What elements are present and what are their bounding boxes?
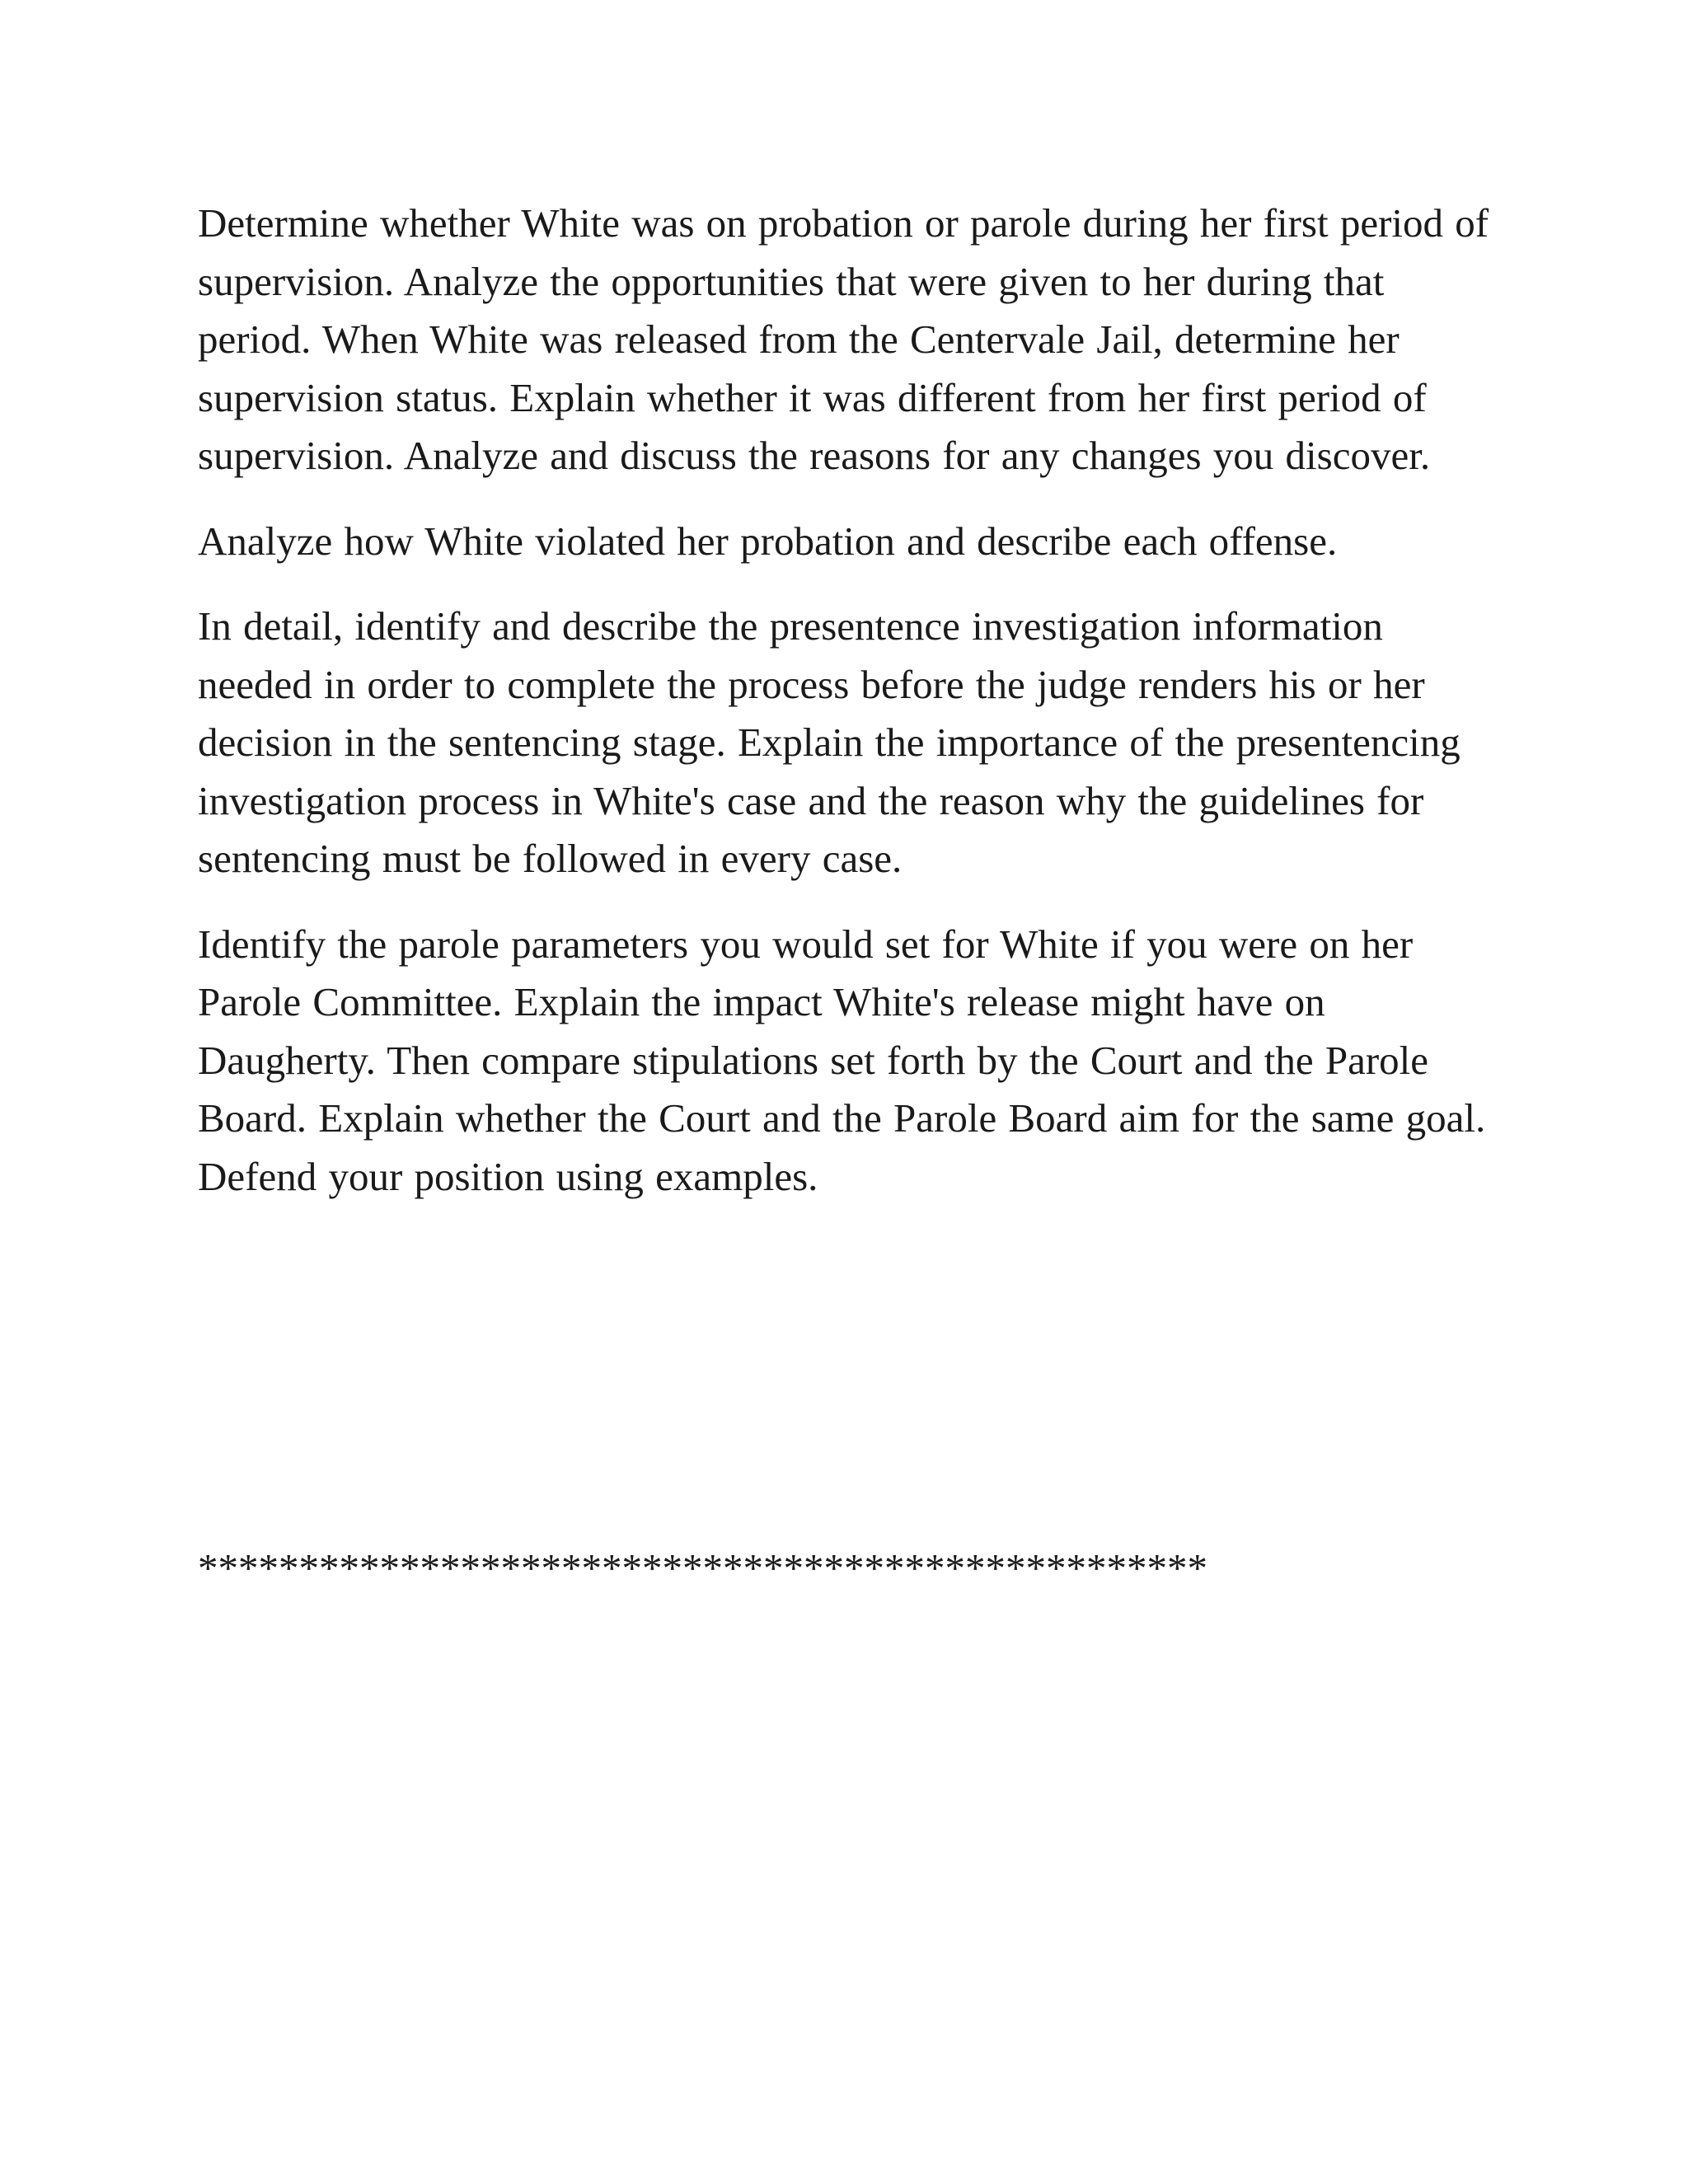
paragraph-probation-violation: Analyze how White violated her probation and describe each offense. xyxy=(198,518,1338,564)
paragraph-supervision-status: Determine whether White was on probation or parole during her first period of supervision. Analyze the opportunities that were given to her during that period. When White was released from the Centervale Jail, determine her supervision status. Explain whether it was different from her first period of supervision. Analyze and discuss the reasons for any changes you discover. xyxy=(198,200,1489,478)
paragraph-parole-parameters: Identify the parole parameters you would set for White if you were on her Parole Committee. Explain the impact White's release might have on Daugherty. Then compare stipulations set forth by the Court and the Parole Board. Explain whether the Court and the Parole Board aim for the same goal. Defend your position using examples. xyxy=(198,921,1486,1199)
asterisk-separator: ************************************************** xyxy=(198,1545,1207,1591)
paragraph-presentence-investigation: In detail, identify and describe the presentence investigation information needed in order to complete the process before the judge renders his or her decision in the sentencing stage. Explain the importance of the presentencing investigation process in White's case and the reason why the guidelines for sentencing must be followed in every case. xyxy=(198,603,1461,881)
document-body xyxy=(198,194,1496,1233)
